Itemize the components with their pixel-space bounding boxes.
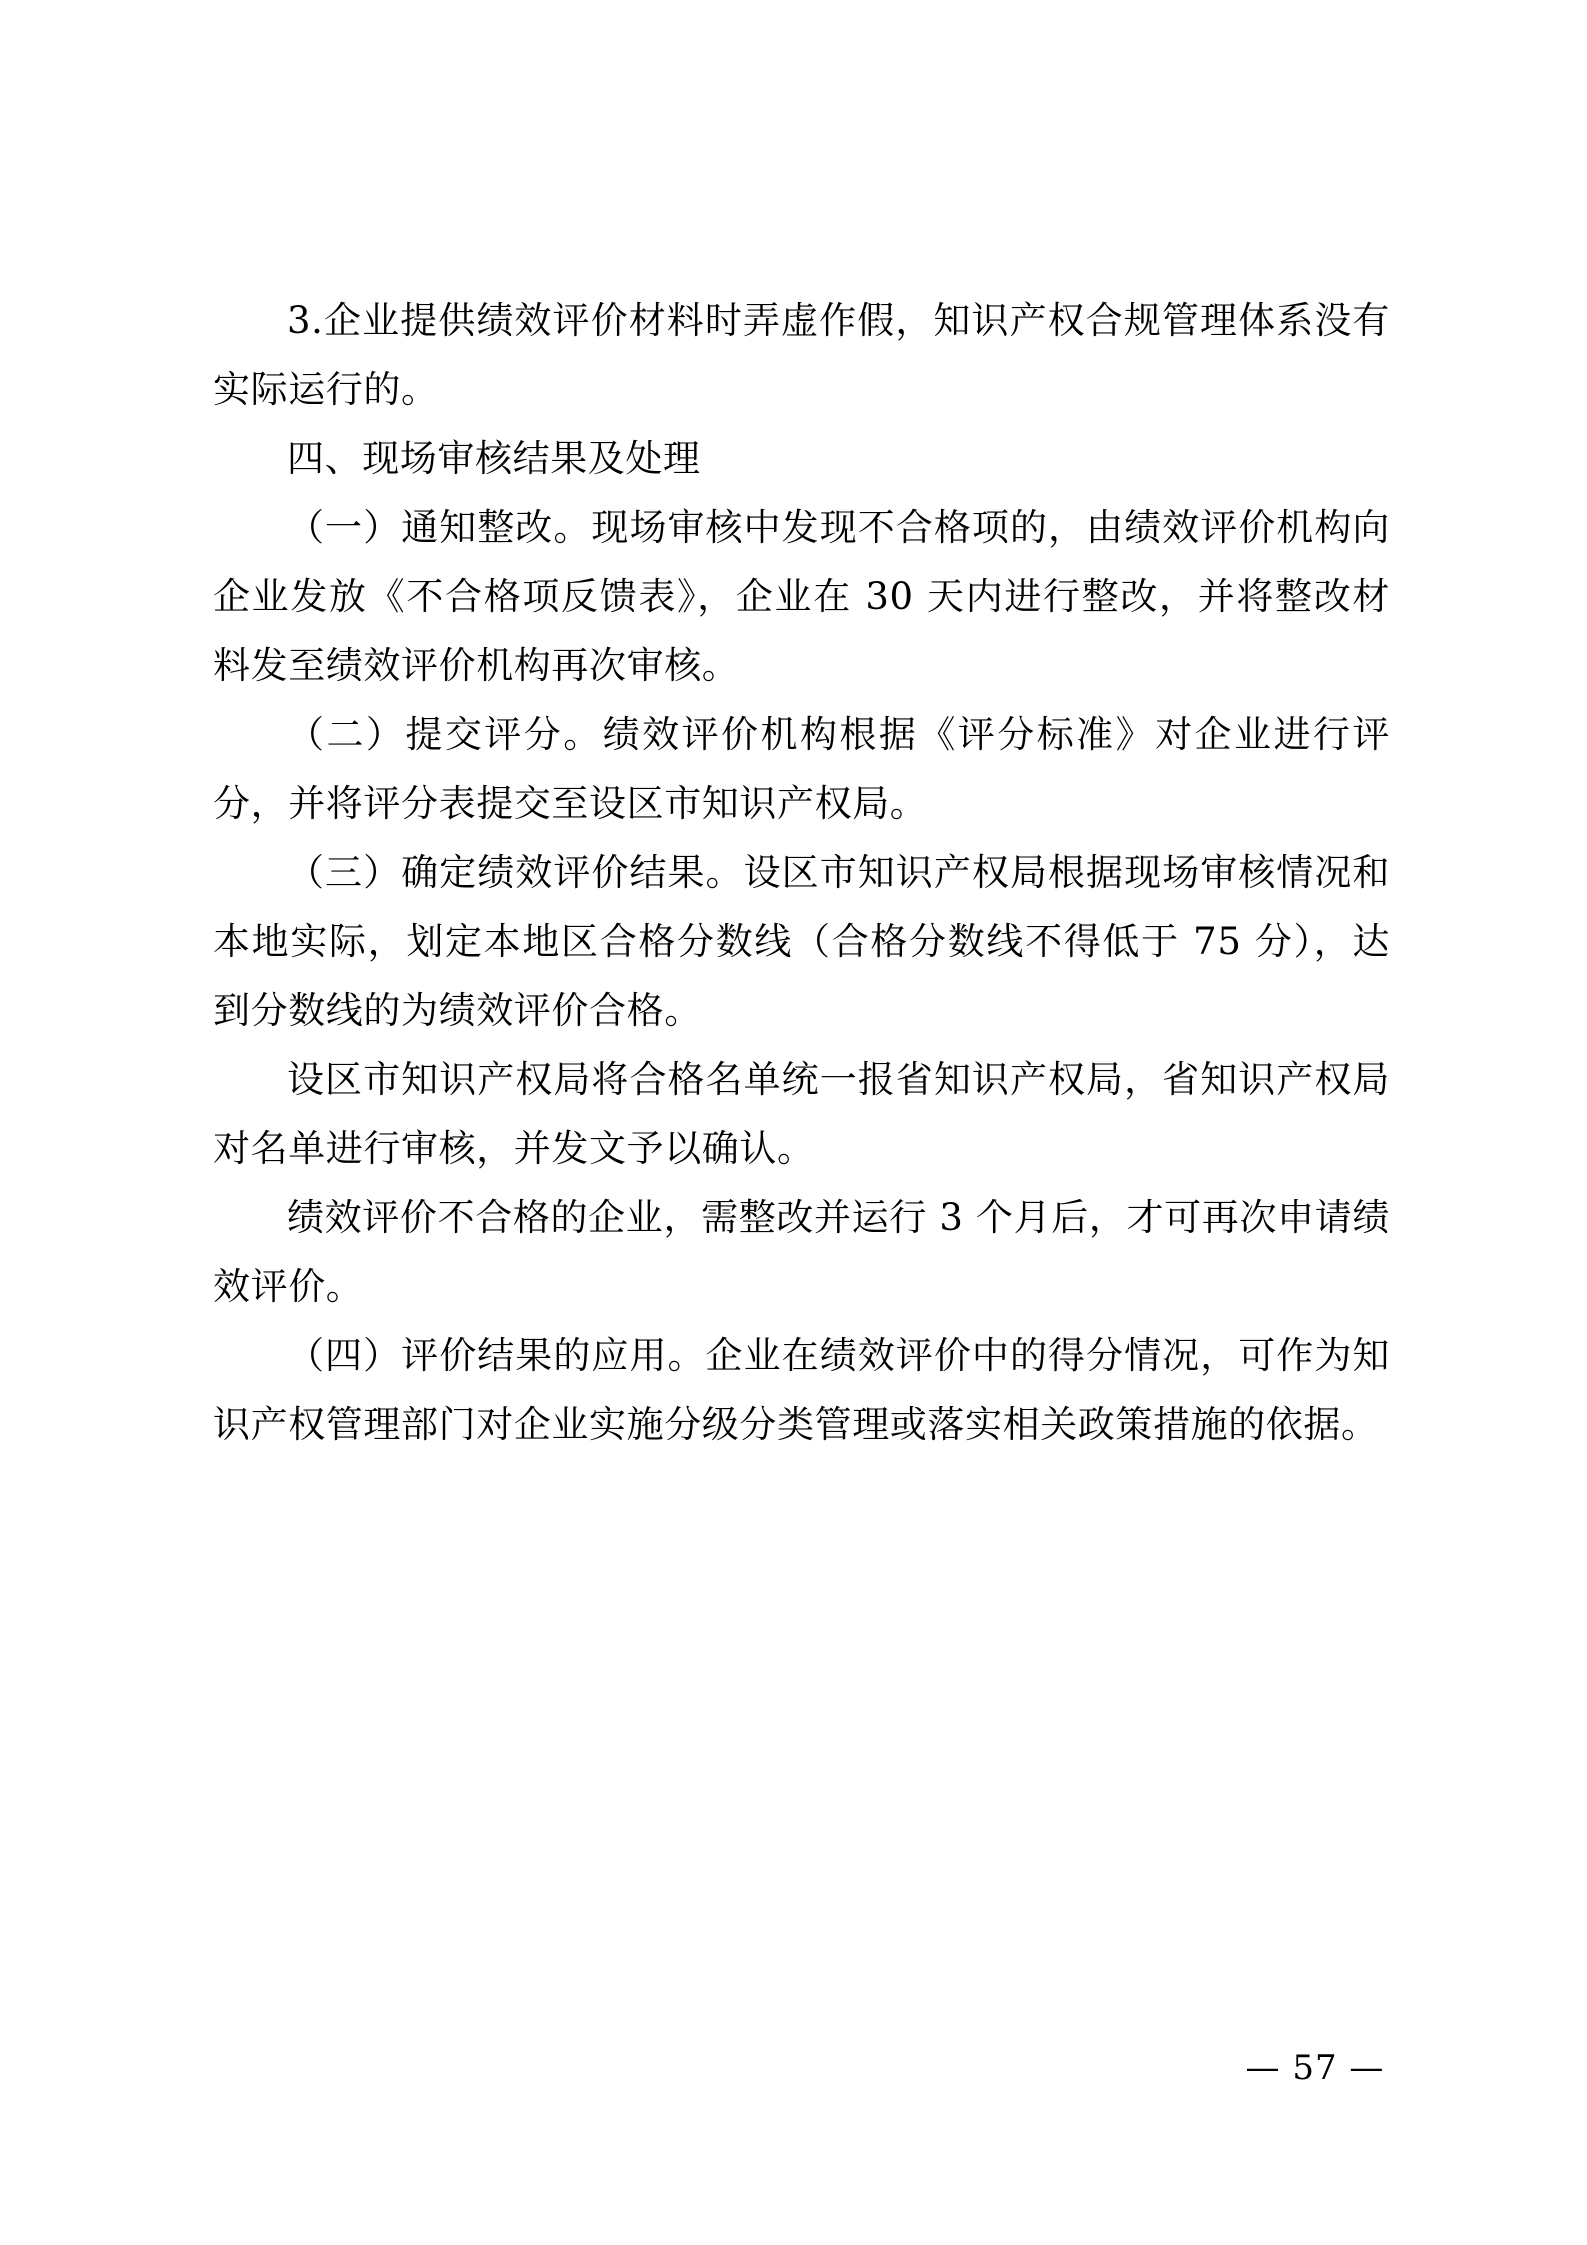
- paragraph-qualified-list: 设区市知识产权局将合格名单统一报省知识产权局，省知识产权局对名单进行审核，并发文予以确认。: [213, 1058, 1390, 1170]
- section-heading-4: 四、现场审核结果及处理: [287, 437, 701, 480]
- document-body: [213, 286, 1390, 1459]
- paragraph-submit-score: （二）提交评分。绩效评价机构根据《评分标准》对企业进行评分，并将评分表提交至设区市知识产权局。: [213, 713, 1390, 825]
- paragraph-unqualified-enterprise: 绩效评价不合格的企业，需整改并运行 3 个月后，才可再次申请绩效评价。: [213, 1196, 1390, 1308]
- paragraph-notify-rectification: （一）通知整改。现场审核中发现不合格项的，由绩效评价机构向企业发放《不合格项反馈表》，企业在 30 天内进行整改，并将整改材料发至绩效评价机构再次审核。: [213, 506, 1390, 687]
- paragraph-determine-result: （三）确定绩效评价结果。设区市知识产权局根据现场审核情况和本地实际，划定本地区合格分数线（合格分数线不得低于 75 分），达到分数线的为绩效评价合格。: [213, 851, 1390, 1032]
- page-number: — 57 —: [1245, 2048, 1385, 2088]
- paragraph-result-application: （四）评价结果的应用。企业在绩效评价中的得分情况，可作为知识产权管理部门对企业实施分级分类管理或落实相关政策措施的依据。: [213, 1334, 1390, 1446]
- paragraph-item-3: 3.企业提供绩效评价材料时弄虚作假，知识产权合规管理体系没有实际运行的。: [213, 299, 1390, 411]
